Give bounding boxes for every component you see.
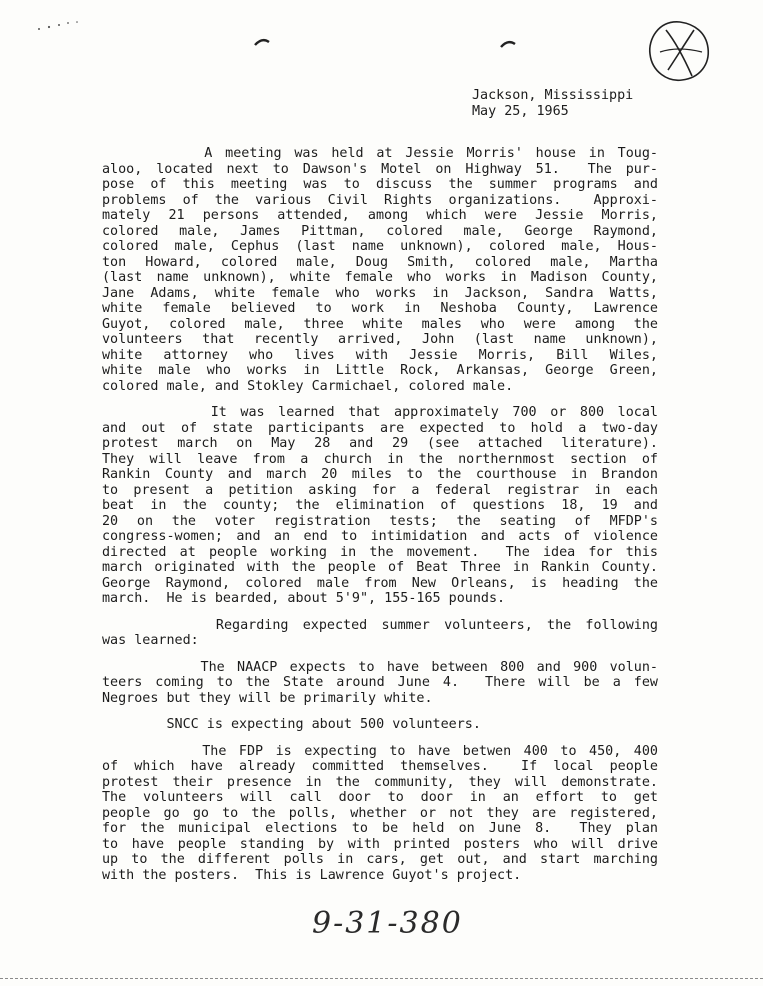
text-line: Rankin County and march 20 miles to the courthouse in Brandon: [102, 467, 658, 482]
staple-mark-right: [499, 34, 517, 53]
text-line: aloo, located next to Dawson's Motel on Highway 51. The pur-: [102, 161, 658, 177]
dateline-date: May 25, 1965: [472, 103, 569, 119]
text-line: The NAACP expects to have between 800 and 900 volun-: [102, 659, 658, 675]
page-bottom-edge: [0, 978, 763, 980]
text-line: They will leave from a church in the northernmost section of: [102, 451, 658, 467]
text-line: up to the different polls in cars, get out, and start marching: [102, 852, 658, 867]
text-line: white male who works in Little Rock, Arkansas, George Green,: [102, 363, 658, 378]
text-line: 20 on the voter registration tests; the seating of MFDP's: [102, 513, 658, 529]
text-line: (last name unknown), white female who works in Madison County,: [102, 270, 658, 285]
text-line: of which have already committed themselves. If local people: [102, 759, 658, 774]
circled-x-mark: [644, 18, 714, 90]
text-line: SNCC is expecting about 500 volunteers.: [102, 717, 481, 732]
text-line: protest their presence in the community, they will demonstrate.: [102, 774, 658, 790]
text-line: march. He is bearded, about 5'9", 155-165 pounds.: [102, 591, 506, 606]
text-line: George Raymond, colored male from New Orleans, is heading the: [102, 575, 658, 591]
paragraph-5: [102, 717, 658, 733]
text-line: mately 21 persons attended, among which were Jessie Morris,: [102, 208, 658, 223]
paragraph-3: [102, 618, 658, 649]
text-line: and out of state participants are expected to hold a two-day: [102, 420, 658, 436]
text-line: protest march on May 28 and 29 (see attached literature).: [102, 436, 658, 451]
text-line: teers coming to the State around June 4. There will be a few: [102, 675, 658, 690]
document-body: [102, 146, 658, 894]
text-line: The volunteers will call door to door in an effort to get: [102, 790, 658, 805]
text-line: was learned:: [102, 633, 199, 648]
text-line: Negroes but they will be primarily white.: [102, 690, 433, 706]
dateline: [472, 88, 633, 119]
paragraph-1: [102, 146, 658, 394]
text-line: people go go to the polls, whether or not they are registered,: [102, 805, 658, 821]
staple-mark-left: [253, 32, 271, 51]
text-line: white female believed to work in Neshoba County, Lawrence: [102, 301, 658, 316]
text-line: colored male, Cephus (last name unknown), colored male, Hous-: [102, 239, 658, 254]
text-line: to present a petition asking for a federal registrar in each: [102, 482, 658, 498]
dateline-city: Jackson, Mississippi: [472, 88, 634, 103]
scan-speck-marks: [36, 18, 86, 38]
text-line: Regarding expected summer volunteers, the following: [102, 617, 658, 633]
text-line: for the municipal elections to be held on June 8. They plan: [102, 821, 658, 836]
text-line: directed at people working in the movement. The idea for this: [102, 544, 658, 560]
text-line: problems of the various Civil Rights organizations. Approxi-: [102, 192, 658, 208]
text-line: with the posters. This is Lawrence Guyot's project.: [102, 867, 522, 883]
text-line: The FDP is expecting to have betwen 400 to 450, 400: [102, 743, 658, 759]
text-line: Jane Adams, white female who works in Jackson, Sandra Watts,: [102, 285, 658, 301]
text-line: march originated with the people of Beat Three in Rankin County.: [102, 560, 658, 575]
text-line: to have people standing by with printed posters who will drive: [102, 836, 658, 852]
paragraph-6: [102, 744, 658, 884]
file-number-handwritten: 9-31-380: [312, 906, 463, 941]
text-line: It was learned that approximately 700 or 800 local: [102, 405, 658, 420]
paragraph-2: [102, 405, 658, 607]
text-line: A meeting was held at Jessie Morris' house in Toug-: [102, 146, 658, 161]
text-line: white attorney who lives with Jessie Morris, Bill Wiles,: [102, 347, 658, 363]
text-line: volunteers that recently arrived, John (last name unknown),: [102, 332, 658, 347]
text-line: pose of this meeting was to discuss the summer programs and: [102, 177, 658, 192]
text-line: colored male, and Stokley Carmichael, colored male.: [102, 378, 514, 394]
text-line: congress-women; and an end to intimidation and acts of violence: [102, 529, 658, 544]
paragraph-4: [102, 660, 658, 707]
text-line: ton Howard, colored male, Doug Smith, colored male, Martha: [102, 254, 658, 270]
text-line: Guyot, colored male, three white males who were among the: [102, 316, 658, 332]
text-line: colored male, James Pittman, colored male, George Raymond,: [102, 223, 658, 239]
text-line: beat in the county; the elimination of questions 18, 19 and: [102, 498, 658, 513]
